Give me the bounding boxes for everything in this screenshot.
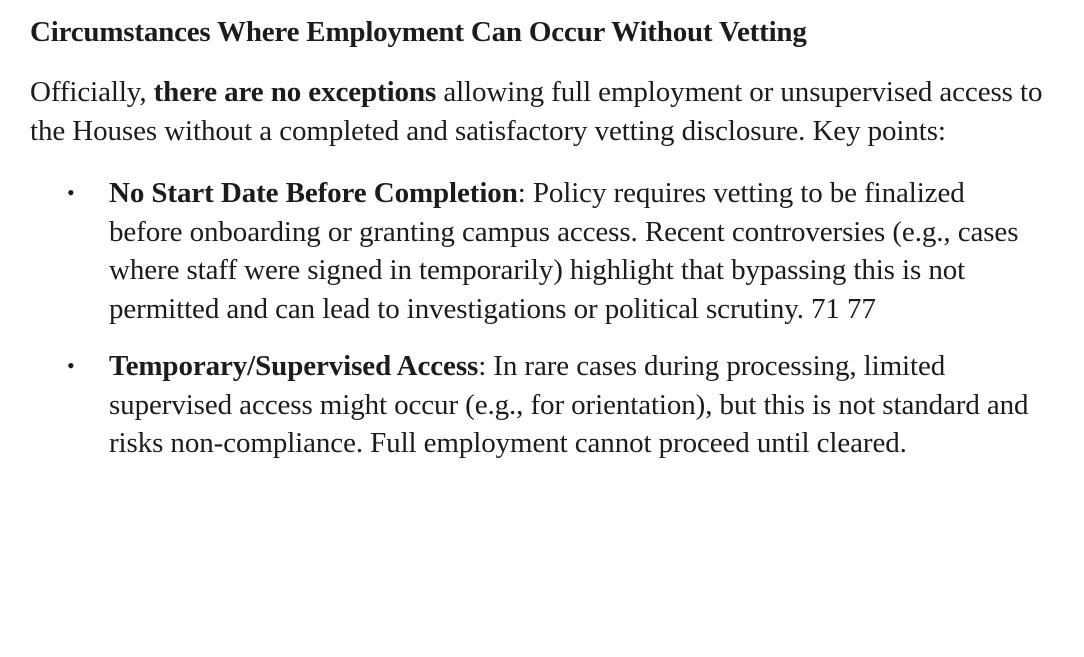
bullet-dot-icon: • xyxy=(67,180,75,205)
intro-lead: Officially, xyxy=(30,76,154,108)
bullet-dot-icon: • xyxy=(67,353,75,378)
list-item xyxy=(30,174,1044,328)
bullet-term: Temporary/Supervised Access xyxy=(109,350,479,382)
intro-emphasis: there are no exceptions xyxy=(153,76,437,108)
list-item xyxy=(30,347,1044,463)
bullet-term: No Start Date Before Completion xyxy=(109,177,518,209)
intro-paragraph xyxy=(30,73,1044,150)
key-points-list xyxy=(30,174,1044,463)
section-heading: Circumstances Where Employment Can Occur Without Vetting xyxy=(30,16,807,48)
bullet-text: : Policy requires vetting to be finalized before onboarding or granting campus access. Recent controversies (e.g., cases where staff were signed in temporarily) highlight that bypassing this is not permitted and can lead to investigations or political scrutiny. 71 77 xyxy=(109,177,1019,325)
intro-rest: allowing full employment or unsupervised access to the Houses without a completed and satisfactory vetting disclosure. Key points: xyxy=(30,76,1043,147)
bullet-text: : In rare cases during processing, limited supervised access might occur (e.g., for orientation), but this is not standard and risks non-compliance. Full employment cannot proceed until cleared. xyxy=(109,350,1029,459)
